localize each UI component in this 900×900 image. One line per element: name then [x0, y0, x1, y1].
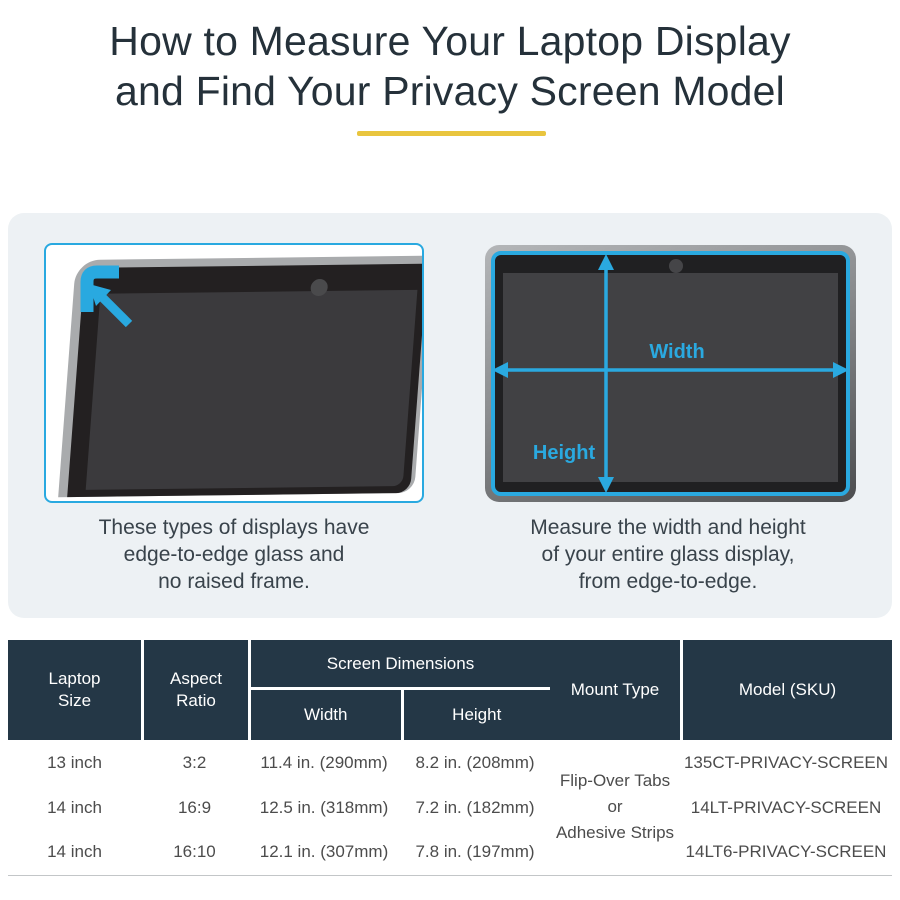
table-row [8, 830, 892, 875]
left-caption: These types of displays have edge-to-edge glass and no raised frame. [98, 516, 370, 593]
cell-width: 11.4 in. (290mm) [260, 752, 388, 772]
cell-height: 8.2 in. (208mm) [415, 752, 535, 772]
cell-mount-type: Flip-Over Tabs or Adhesive Strips [555, 771, 675, 843]
page-title-line1: How to Measure Your Laptop Display [109, 18, 791, 64]
spec-table-body [8, 740, 892, 876]
cell-height: 7.8 in. (197mm) [415, 842, 535, 862]
page-title-line2: and Find Your Privacy Screen Model [114, 68, 785, 114]
header-laptop-size: Laptop Size [8, 640, 141, 740]
cell-model-sku: 14LT6-PRIVACY-SCREEN [685, 842, 887, 862]
header-width: Width [251, 687, 401, 740]
header-screen-dimensions: Screen Dimensions [326, 653, 475, 673]
measure-display-illustration [485, 245, 856, 502]
table-row [8, 740, 892, 785]
cell-height: 7.2 in. (182mm) [415, 797, 535, 817]
cell-width: 12.1 in. (307mm) [259, 842, 389, 862]
illustration-panel [8, 213, 892, 618]
header-screen-dimensions-group [248, 640, 550, 740]
cell-aspect-ratio: 16:9 [177, 797, 212, 817]
cell-model-sku: 14LT-PRIVACY-SCREEN [690, 797, 882, 817]
right-caption: Measure the width and height of your entire glass display, from edge-to-edge. [530, 516, 806, 593]
page-title [0, 16, 900, 116]
corner-arrow-icon [46, 245, 422, 501]
spec-table-header [8, 640, 892, 740]
width-arrow [492, 362, 849, 378]
height-label: Height [532, 442, 596, 464]
cell-aspect-ratio: 16:10 [173, 842, 216, 862]
cell-model-sku: 135CT-PRIVACY-SCREEN [683, 752, 889, 772]
header-height: Height [401, 687, 551, 740]
table-row [8, 785, 892, 830]
width-label: Width [649, 341, 705, 363]
header-aspect-ratio: Aspect Ratio [141, 640, 248, 740]
title-underline [357, 131, 546, 136]
cell-width: 12.5 in. (318mm) [259, 797, 389, 817]
cell-laptop-size: 13 inch [47, 752, 102, 772]
cell-laptop-size: 14 inch [47, 797, 102, 817]
edge-to-edge-display-card [44, 243, 424, 503]
cell-aspect-ratio: 3:2 [182, 752, 207, 772]
header-model-sku: Model (SKU) [680, 640, 892, 740]
header-mount-type: Mount Type [550, 640, 680, 740]
spec-table [8, 640, 892, 876]
cell-laptop-size: 14 inch [47, 842, 102, 862]
